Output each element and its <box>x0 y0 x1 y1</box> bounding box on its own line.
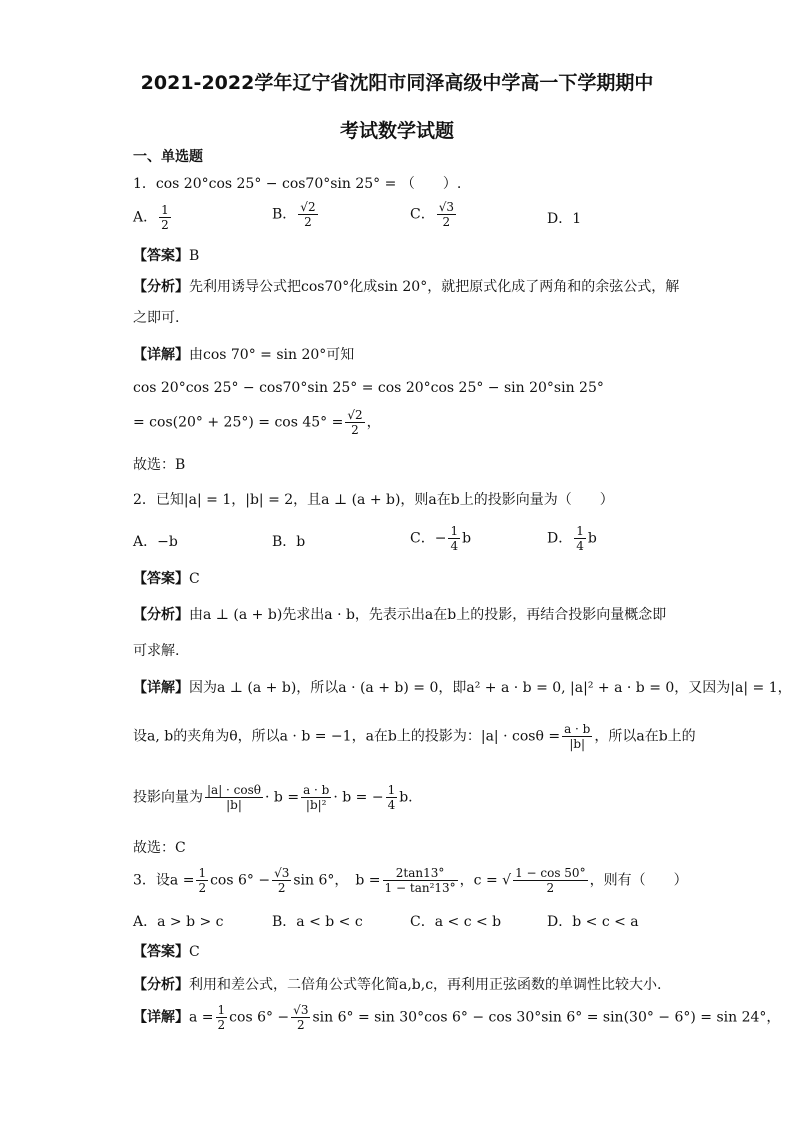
q1-a-num: 1 <box>161 203 169 217</box>
q2-c-den: 4 <box>450 539 459 553</box>
q3-detail-tag: 【详解】 <box>133 1009 189 1026</box>
q3-answer-tag: 【答案】 <box>133 944 189 960</box>
q2-analysis-1 <box>133 604 666 624</box>
q1-answer-tag: 【答案】 <box>133 248 189 264</box>
paper-title-line-2: 考试数学试题 <box>339 120 454 142</box>
q2-analysis-tag: 【分析】 <box>133 607 189 623</box>
q2-detail-2a: 设a, b的夹角为θ，所以a · b = −1，a在b上的投影为：|a| · cosθ = <box>133 728 561 745</box>
q3-detail-1 <box>133 1003 780 1032</box>
q2-detail-2b: ，所以a在b上的 <box>594 728 696 745</box>
paper-title-line-1: 2021-2022学年辽宁省沈阳市同泽高级中学高一下学期期中 <box>140 72 654 94</box>
q1-option-b <box>272 200 320 229</box>
q1-analysis-tag: 【分析】 <box>133 279 189 295</box>
q2-answer-tag: 【答案】 <box>133 571 189 587</box>
q1-detail-3-text: = cos(20° + 25°) = cos 45° = <box>133 414 344 431</box>
q1-b-den: 2 <box>304 215 312 229</box>
q1-detail-2: cos 20°cos 25° − cos70°sin 25° = cos 20°cos 25° − sin 20°sin 25° <box>133 380 604 396</box>
q3-s-den4: 2 <box>546 881 555 895</box>
q3-d-den2: 2 <box>296 1018 305 1032</box>
q3-d-den1: 2 <box>217 1018 226 1032</box>
q2-option-d <box>547 524 597 553</box>
q3-analysis-tag: 【分析】 <box>133 977 189 993</box>
q2-detail-3b: · b = <box>265 789 300 806</box>
q3-s-num2: √3 <box>274 866 290 880</box>
q2-answer <box>133 568 200 588</box>
q3-answer-value: C <box>189 944 200 960</box>
q1-a-den: 2 <box>161 218 169 232</box>
q2-option-d-label: D． <box>547 530 573 547</box>
q3-detail-a: a = <box>189 1009 214 1026</box>
q1-answer <box>133 245 199 265</box>
q3-s-num3: 2tan13° <box>383 866 458 881</box>
q3-option-d: D．b < c < a <box>547 914 639 930</box>
q3-s-den1: 2 <box>198 881 207 895</box>
q2-detail-3-num2: a · b <box>303 783 330 797</box>
q3-stem-e: ，则有（ ） <box>589 872 688 889</box>
q3-s-den3: 1 − tan²13° <box>384 881 456 895</box>
q3-detail-b: cos 6° − <box>229 1009 290 1026</box>
q1-choose: 故选：B <box>133 457 186 473</box>
q3-option-a: A．a > b > c <box>133 914 224 930</box>
q3-answer <box>133 941 200 961</box>
q3-option-c: C．a < c < b <box>410 914 502 930</box>
q2-detail-tag: 【详解】 <box>133 680 189 696</box>
q2-analysis-2: 可求解. <box>133 643 180 659</box>
q3-stem-b: cos 6° − <box>210 872 271 889</box>
q2-detail-2 <box>133 722 696 751</box>
q2-answer-value: C <box>189 571 200 587</box>
q3-stem-c: sin 6°， b = <box>293 872 381 889</box>
q1-answer-value: B <box>189 248 200 264</box>
q3-analysis-text: 利用和差公式，二倍角公式等化简a,b,c，再利用正弦函数的单调性比较大小. <box>189 977 662 993</box>
q2-detail-3-den2: |b|² <box>305 798 327 812</box>
q2-detail-3-num1: |a| · cosθ <box>207 783 262 797</box>
q2-detail-3 <box>133 783 413 812</box>
q1-detail-3 <box>133 408 381 437</box>
q2-option-c <box>410 524 471 553</box>
q3-s-den2: 2 <box>277 881 286 895</box>
q3-detail-c: sin 6° = sin 30°cos 6° − cos 30°sin 6° = sin(30° − 6°) = sin 24°， <box>312 1009 781 1026</box>
q2-stem: 2．已知|a| = 1，|b| = 2，且a ⊥ (a + b)，则a在b上的投影向量为（ ） <box>133 492 614 508</box>
q1-option-d: D．1 <box>547 211 582 227</box>
q2-d-num: 1 <box>576 524 584 538</box>
q1-option-a-label: A． <box>133 209 158 226</box>
q2-option-a: A．−b <box>133 534 178 550</box>
q1-detail-1 <box>133 344 354 364</box>
q2-detail-3a: 投影向量为 <box>133 789 203 806</box>
q1-detail-3-den: 2 <box>351 423 359 437</box>
q3-analysis-1 <box>133 974 662 994</box>
q1-b-num: √2 <box>300 200 316 214</box>
q2-detail-1 <box>133 677 792 697</box>
q2-c-num: 1 <box>450 524 459 538</box>
q2-detail-text: 因为a ⊥ (a + b)，所以a · (a + b) = 0，即a² + a · b = 0, |a|² + a · b = 0，又因为|a| = 1， <box>189 680 792 696</box>
q1-option-b-label: B． <box>272 206 297 223</box>
q2-detail-2-num: a · b <box>564 722 591 736</box>
q1-option-c <box>410 200 458 229</box>
q2-d-end: b <box>587 530 597 547</box>
q2-choose: 故选：C <box>133 840 186 856</box>
q1-c-num: √3 <box>438 200 454 214</box>
q3-stem-d: ，c = √ <box>459 872 512 889</box>
q2-detail-3-den1: |b| <box>226 798 242 812</box>
q2-detail-3-num3: 1 <box>387 783 396 797</box>
q1-c-den: 2 <box>442 215 451 229</box>
q3-option-b: B．a < b < c <box>272 914 363 930</box>
q3-s-num1: 1 <box>198 866 207 880</box>
q3-stem <box>133 866 688 895</box>
q3-d-num2: √3 <box>293 1003 309 1017</box>
q2-detail-3c: · b = − <box>333 789 384 806</box>
q1-detail-3-num: √2 <box>347 408 363 422</box>
q1-detail-text: 由cos 70° = sin 20°可知 <box>189 347 355 363</box>
q3-s-num4: 1 − cos 50° <box>515 866 586 880</box>
q1-option-c-label: C． <box>410 206 435 223</box>
q1-detail-tag: 【详解】 <box>133 347 189 363</box>
q2-option-b: B．b <box>272 534 306 550</box>
q1-analysis-text: 先利用诱导公式把cos70°化成sin 20°，就把原式化成了两角和的余弦公式，解 <box>189 279 680 295</box>
q2-detail-2-den: |b| <box>569 737 586 751</box>
q3-d-num1: 1 <box>217 1003 226 1017</box>
q1-option-a <box>133 203 173 232</box>
q3-stem-a: 3．设a = <box>133 872 195 889</box>
q1-stem: 1．cos 20°cos 25° − cos70°sin 25° = （ ）. <box>133 176 462 192</box>
section-heading: 一、单选题 <box>133 149 203 165</box>
q2-d-den: 4 <box>576 539 584 553</box>
q2-detail-3-den3: 4 <box>387 798 396 812</box>
q2-analysis-text: 由a ⊥ (a + b)先求出a · b，先表示出a在b上的投影，再结合投影向量概念即 <box>189 607 667 623</box>
q2-detail-3d: b. <box>399 789 413 806</box>
q2-option-c-label: C．− <box>410 530 447 547</box>
q1-analysis-1 <box>133 276 679 296</box>
q1-detail-3-end: ， <box>366 414 381 431</box>
q2-c-end: b <box>462 530 472 547</box>
q1-analysis-2: 之即可. <box>133 310 180 326</box>
